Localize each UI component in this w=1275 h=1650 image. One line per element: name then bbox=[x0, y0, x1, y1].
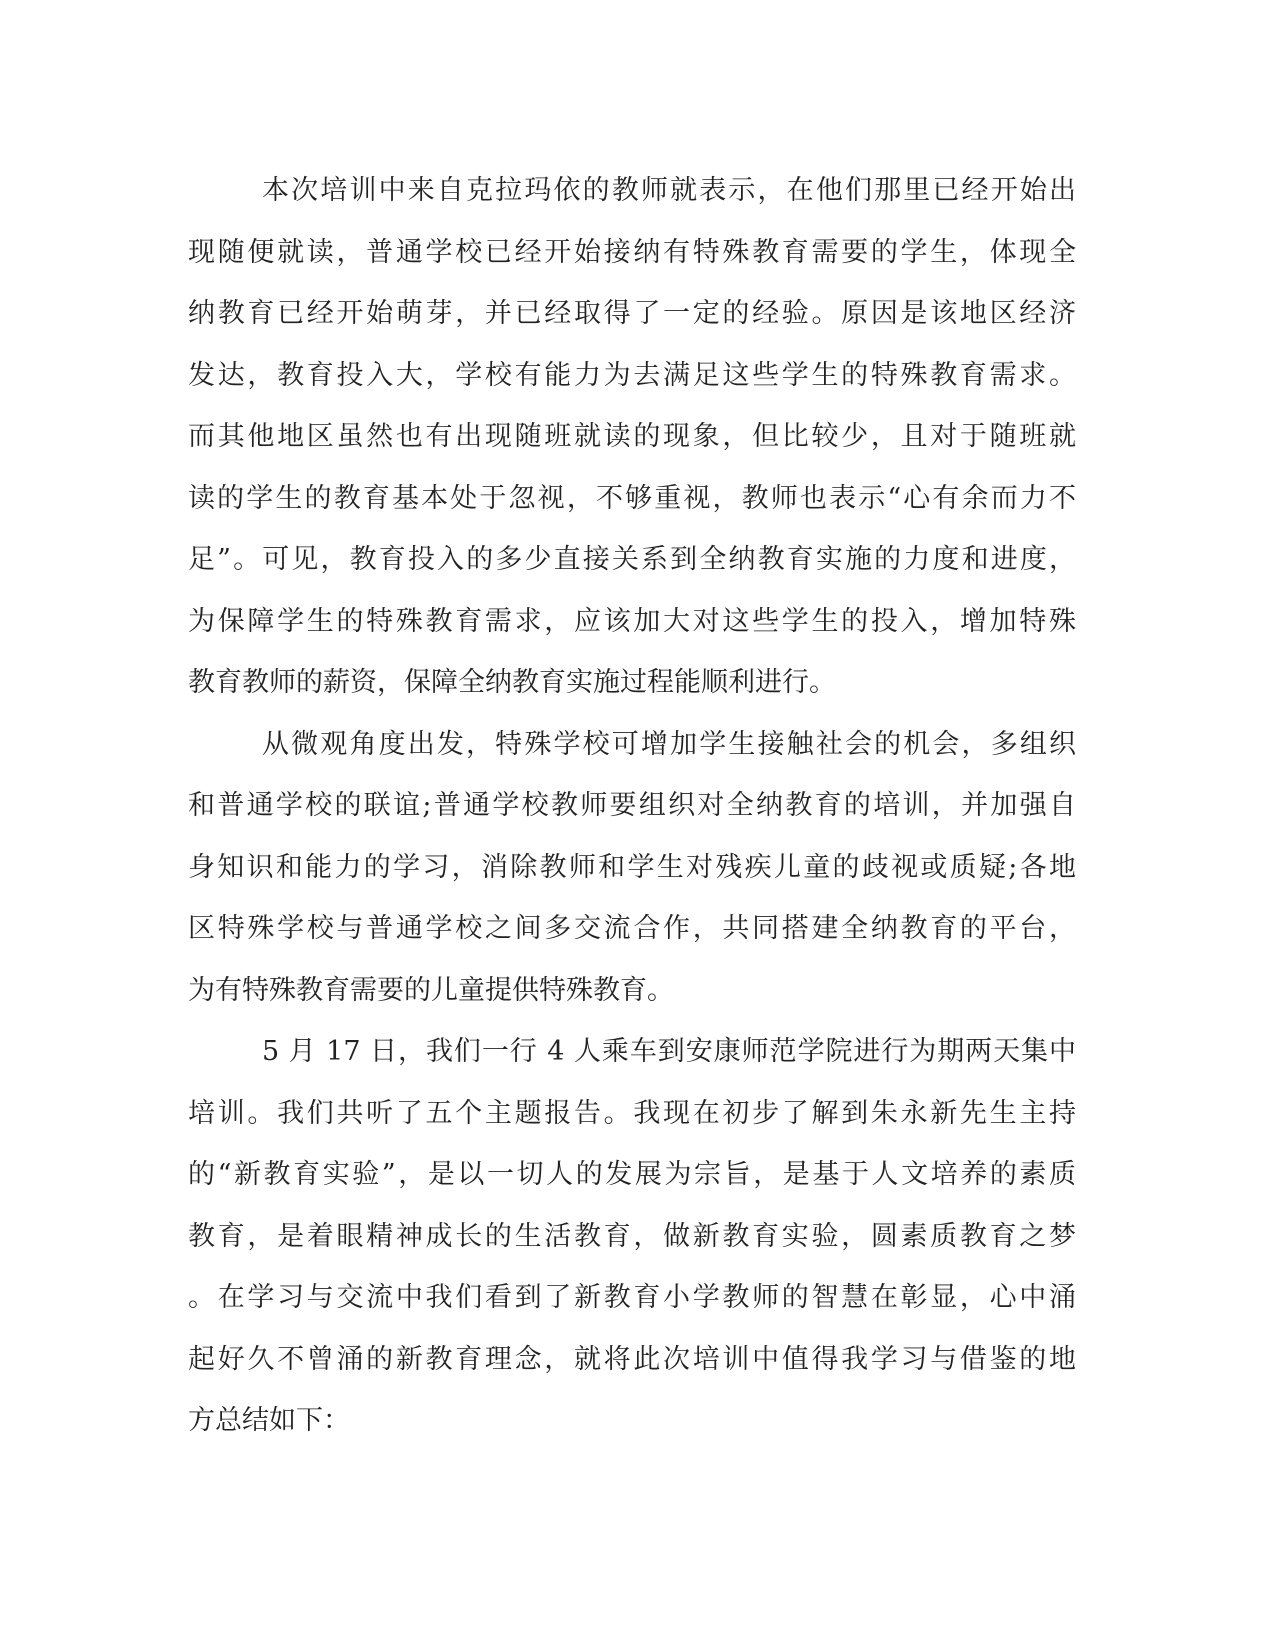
text-line: 方总结如下： bbox=[188, 1405, 350, 1436]
text-line: 区特殊学校与普通学校之间多交流合作，共同搭建全纳教育的平台， bbox=[188, 913, 1076, 944]
text-line: 的“新教育实验”，是以一切人的发展为宗旨，是基于人文培养的素质 bbox=[188, 1159, 1076, 1190]
paragraph-1 bbox=[188, 160, 1076, 714]
text-line: 现随便就读，普通学校已经开始接纳有特殊教育需要的学生，体现全 bbox=[188, 236, 1076, 268]
text-line: 为保障学生的特殊教育需求，应该加大对这些学生的投入，增加特殊 bbox=[188, 605, 1076, 637]
text-line: 培训。我们共听了五个主题报告。我现在初步了解到朱永新先生主持 bbox=[188, 1097, 1076, 1129]
text-line: 5 月 17 日，我们一行 4 人乘车到安康师范学院进行为期两天集中 bbox=[262, 1036, 1076, 1067]
text-line: 而其他地区虽然也有出现随班就读的现象，但比较少，且对于随班就 bbox=[188, 421, 1076, 452]
text-line: 起好久不曾涌的新教育理念，就将此次培训中值得我学习与借鉴的地 bbox=[188, 1343, 1076, 1375]
document-body bbox=[188, 160, 1076, 1452]
paragraph-2 bbox=[188, 714, 1076, 1022]
text-line: 从微观角度出发，特殊学校可增加学生接触社会的机会，多组织 bbox=[262, 728, 1076, 760]
text-line: 纳教育已经开始萌芽，并已经取得了一定的经验。原因是该地区经济 bbox=[188, 298, 1076, 329]
text-line: 教育教师的薪资，保障全纳教育实施过程能顺利进行。 bbox=[188, 667, 836, 698]
text-line: 读的学生的教育基本处于忽视，不够重视，教师也表示“心有余而力不 bbox=[188, 482, 1076, 514]
paragraph-3 bbox=[188, 1021, 1076, 1452]
text-line: 足”。可见，教育投入的多少直接关系到全纳教育实施的力度和进度， bbox=[188, 544, 1076, 575]
text-line: 发达，教育投入大，学校有能力为去满足这些学生的特殊教育需求。 bbox=[188, 359, 1076, 391]
text-line: 身知识和能力的学习，消除教师和学生对残疾儿童的歧视或质疑;各地 bbox=[188, 851, 1076, 883]
text-line: 教育，是着眼精神成长的生活教育，做新教育实验，圆素质教育之梦 bbox=[188, 1220, 1076, 1252]
text-line: 。在学习与交流中我们看到了新教育小学教师的智慧在彰显，心中涌 bbox=[188, 1282, 1076, 1313]
text-line: 为有特殊教育需要的儿童提供特殊教育。 bbox=[188, 974, 674, 1006]
text-line: 本次培训中来自克拉玛依的教师就表示，在他们那里已经开始出 bbox=[262, 175, 1076, 206]
text-line: 和普通学校的联谊;普通学校教师要组织对全纳教育的培训，并加强自 bbox=[188, 790, 1076, 821]
